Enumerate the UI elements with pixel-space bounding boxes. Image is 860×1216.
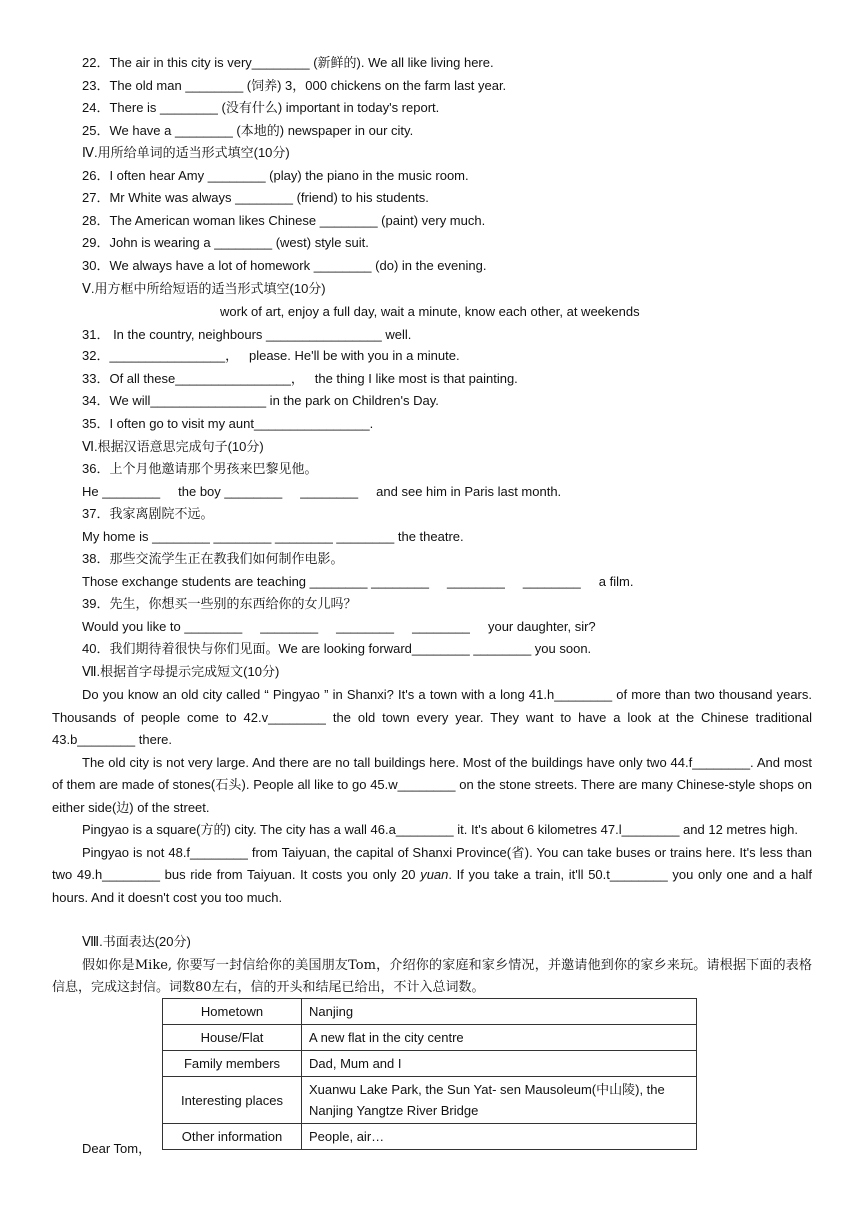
passage-paragraph-1: Do you know an old city called “ Pingyao ” in Shanxi? It's a town with a long 41.h________ of more than two thousand years. Thousands of people come to 42.v________ the old town every year. They want to have a look at the Chinese traditional 43.b________ there.	[52, 687, 812, 747]
table-key-cell: Interesting places	[163, 1077, 302, 1124]
table-value-cell: A new flat in the city centre	[302, 1025, 697, 1051]
section-6-heading: Ⅵ.根据汉语意思完成句子(10分)	[82, 439, 264, 454]
question-26: 26．I often hear Amy ________ (play) the piano in the music room.	[82, 168, 469, 183]
question-22: 22．The air in this city is very________ (新鲜的). We all like living here.	[82, 55, 494, 70]
letter-greeting: Dear Tom，	[82, 1141, 152, 1156]
passage-paragraph-3: Pingyao is a square(方的) city. The city has a wall 46.a________ it. It's about 6 kilometres 47.l________ and 12 metres high.	[82, 822, 798, 837]
question-27: 27．Mr White was always ________ (friend) to his students.	[82, 190, 429, 205]
table-key-cell: House/Flat	[163, 1025, 302, 1051]
passage-paragraph-4-part-b: . If you take a train, it'll 50.t________ you only one and a half hours. And it doesn't cost you too much.	[52, 867, 812, 905]
table-key-cell: Hometown	[163, 999, 302, 1025]
table-row	[163, 1025, 697, 1051]
table-row	[163, 1077, 697, 1124]
table-value-cell: People, air…	[302, 1124, 697, 1150]
question-36-answer: He ________ the boy ________ ________ and see him in Paris last month.	[82, 484, 562, 499]
question-37: 37．我家离剧院不远。	[82, 506, 214, 521]
question-23: 23．The old man ________ (饲养) 3，000 chickens on the farm last year.	[82, 78, 507, 93]
question-37-answer: My home is ________ ________ ________ ________ the theatre.	[82, 529, 464, 544]
table-row	[163, 1124, 697, 1150]
passage-paragraph-2: The old city is not very large. And there are no tall buildings here. Most of the buildings have only two 44.f________. And most of them are made of stones(石头). People all like to go 45.w________ on the stone streets. There are many Chinese-style shops on either side(边) of the street.	[52, 754, 812, 815]
question-30: 30．We always have a lot of homework ________ (do) in the evening.	[82, 258, 487, 273]
question-25: 25．We have a ________ (本地的) newspaper in our city.	[82, 123, 414, 138]
table-value-cell: Nanjing	[302, 999, 697, 1025]
writing-prompt-text: 假如你是Mike, 你要写一封信给你的美国朋友Tom，介绍你的家庭和家乡情况，并邀请他到你的家乡来玩。请根据下面的表格信息，完成这封信。词数80左右，信的开头和结尾已给出，不计入总词数。	[52, 958, 812, 995]
question-40: 40．我们期待着很快与你们见面。We are looking forward________ ________ you soon.	[82, 641, 592, 656]
section-8-heading: Ⅷ.书面表达(20分)	[82, 934, 191, 949]
question-38-answer: Those exchange students are teaching ________ ________ ________ ________ a film.	[82, 574, 634, 589]
question-31: 31． In the country, neighbours ________________ well.	[82, 327, 412, 342]
question-33: 33．Of all these________________， the thing I like most is that painting.	[82, 371, 518, 386]
question-29: 29．John is wearing a ________ (west) style suit.	[82, 235, 369, 250]
section-5-heading: Ⅴ.用方框中所给短语的适当形式填空(10分)	[82, 281, 326, 296]
table-key-cell: Other information	[163, 1124, 302, 1150]
passage-italic-yuan: yuan	[420, 867, 449, 882]
table-row	[163, 999, 697, 1025]
passage-paragraph-4	[52, 842, 812, 910]
table-row	[163, 1051, 697, 1077]
phrase-box: work of art, enjoy a full day, wait a minute, know each other, at weekends	[220, 304, 640, 319]
section-7-heading: Ⅶ.根据首字母提示完成短文(10分)	[82, 664, 280, 679]
writing-prompt	[52, 955, 812, 999]
cloze-passage	[52, 684, 812, 909]
question-39-answer: Would you like to ________ ________ ________ ________ your daughter, sir?	[82, 619, 596, 634]
table-value-cell: Dad, Mum and I	[302, 1051, 697, 1077]
info-table	[162, 998, 697, 1150]
question-38: 38．那些交流学生正在教我们如何制作电影。	[82, 551, 344, 566]
question-36: 36．上个月他邀请那个男孩来巴黎见他。	[82, 461, 318, 476]
question-24: 24．There is ________ (没有什么) important in today's report.	[82, 100, 440, 115]
question-39: 39．先生，你想买一些别的东西给你的女儿吗？	[82, 596, 357, 611]
question-32: 32．________________， please. He'll be with you in a minute.	[82, 348, 460, 363]
question-35: 35．I often go to visit my aunt________________.	[82, 416, 374, 431]
table-value-cell: Xuanwu Lake Park, the Sun Yat- sen Mausoleum(中山陵), the Nanjing Yangtze River Bridge	[302, 1077, 697, 1124]
passage-paragraph-4-part-a: Pingyao is not 48.f________ from Taiyuan, the capital of Shanxi Province(省). You can take buses or trains here. It's less than two 49.h________ bus ride from Taiyuan. It costs you only 20	[52, 844, 812, 882]
section-4-heading: Ⅳ.用所给单词的适当形式填空(10分)	[82, 145, 290, 160]
question-28: 28．The American woman likes Chinese ________ (paint) very much.	[82, 213, 486, 228]
question-34: 34．We will________________ in the park on Children's Day.	[82, 393, 439, 408]
table-key-cell: Family members	[163, 1051, 302, 1077]
